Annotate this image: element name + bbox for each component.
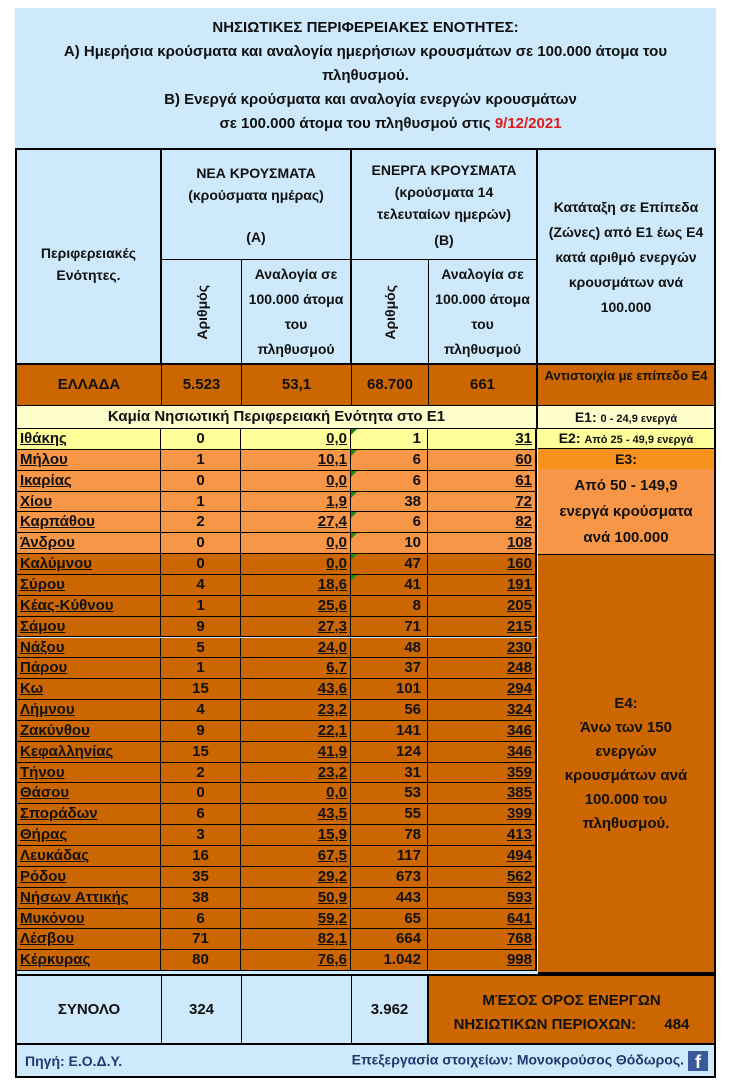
- row-new-ratio: 0,0: [241, 533, 351, 554]
- row-new-cases: 0: [161, 783, 241, 804]
- row-name: Πάρου: [17, 658, 161, 679]
- table-row: [17, 950, 537, 971]
- total-average-label-2: ΝΗΣΙΩΤΙΚΩΝ ΠΕΡΙΟΧΩΝ:: [453, 1016, 637, 1033]
- header-active-ratio-label: Αναλογία σε 100.000 άτομα του πληθυσμού: [435, 266, 530, 357]
- header-region: [17, 150, 162, 364]
- row-name: Κέρκυρας: [17, 950, 161, 971]
- row-new-cases: 4: [161, 700, 241, 721]
- row-active-ratio: 768: [428, 929, 537, 950]
- table-row: [17, 450, 537, 471]
- row-new-cases: 1: [161, 450, 241, 471]
- row-new-ratio: 67,5: [241, 846, 351, 867]
- row-new-ratio: 24,0: [241, 638, 351, 659]
- table-row: [17, 617, 537, 638]
- row-new-ratio: 23,2: [241, 763, 351, 784]
- table-row: [17, 492, 537, 513]
- row-name: Λευκάδας: [17, 846, 161, 867]
- row-active-ratio: 359: [428, 763, 537, 784]
- header-active-ratio: [429, 260, 538, 364]
- row-name: Μυκόνου: [17, 909, 161, 930]
- row-active-ratio: 60: [428, 450, 537, 471]
- row-active-ratio: 998: [428, 950, 537, 971]
- row-active-ratio: 399: [428, 804, 537, 825]
- header-region-label: Περιφερειακές Ενότητες.: [40, 245, 137, 283]
- row-new-cases: 35: [161, 867, 241, 888]
- row-new-ratio: 43,6: [241, 679, 351, 700]
- row-active-ratio: 324: [428, 700, 537, 721]
- row-active-cases: 38: [351, 492, 428, 513]
- row-active-cases: 101: [351, 679, 428, 700]
- row-new-cases: 0: [161, 533, 241, 554]
- row-new-ratio: 22,1: [241, 721, 351, 742]
- row-active-ratio: 346: [428, 742, 537, 763]
- row-active-ratio: 248: [428, 658, 537, 679]
- row-active-cases: 31: [351, 763, 428, 784]
- table-row: [17, 575, 537, 596]
- total-label: ΣΥΝΟΛΟ: [17, 976, 162, 1043]
- row-active-cases: 443: [351, 888, 428, 909]
- table-row: [17, 512, 537, 533]
- header-active-number: [352, 260, 429, 364]
- table-row: [17, 679, 537, 700]
- row-active-ratio: 191: [428, 575, 537, 596]
- header-new-cases: [162, 150, 352, 260]
- row-name: Χίου: [17, 492, 161, 513]
- row-active-ratio: 160: [428, 554, 537, 575]
- greece-note: Αντιστοιχία με επίπεδο Ε4: [544, 368, 708, 383]
- row-name: Κεφαλληνίας: [17, 742, 161, 763]
- table-row: [17, 554, 537, 575]
- row-new-ratio: 0,0: [241, 554, 351, 575]
- row-active-ratio: 205: [428, 596, 537, 617]
- table-row: [17, 804, 537, 825]
- zone-e3-label: Ε3:: [538, 449, 714, 469]
- title-date: 9/12/2021: [494, 115, 562, 132]
- row-new-ratio: 76,6: [241, 950, 351, 971]
- header-active-number-label: Αριθμός: [382, 284, 398, 340]
- row-name: Θάσου: [17, 783, 161, 804]
- row-active-ratio: 413: [428, 825, 537, 846]
- row-active-cases: 55: [351, 804, 428, 825]
- row-new-cases: 0: [161, 554, 241, 575]
- header-active-cases-tag: (Β): [434, 231, 454, 248]
- header-new-number: [162, 260, 242, 364]
- row-new-cases: 1: [161, 658, 241, 679]
- header-new-ratio: [242, 260, 352, 364]
- total-average-line-2: [429, 1013, 714, 1037]
- row-active-cases: 10: [351, 533, 428, 554]
- row-new-cases: 0: [161, 471, 241, 492]
- row-name: Ρόδου: [17, 867, 161, 888]
- table-row: [17, 533, 537, 554]
- row-new-ratio: 59,2: [241, 909, 351, 930]
- row-active-ratio: 494: [428, 846, 537, 867]
- row-new-ratio: 0,0: [241, 471, 351, 492]
- header-ranking-label: Κατάταξη σε Επίπεδα (Ζώνες) από Ε1 έως Ε4 κατά αριθμό ενεργών κρουσμάτων ανά 100.000: [548, 198, 704, 315]
- table-row: [17, 471, 537, 492]
- row-name: Σύρου: [17, 575, 161, 596]
- row-name: Θήρας: [17, 825, 161, 846]
- row-active-ratio: 108: [428, 533, 537, 554]
- row-name: Νάξου: [17, 638, 161, 659]
- zone-e2: [538, 429, 714, 449]
- greece-new-ratio: 53,1: [242, 365, 352, 405]
- e1-banner-text: Καμία Νησιωτική Περιφερειακή Ενότητα στο Ε1: [107, 408, 446, 425]
- total-average: [429, 976, 714, 1043]
- row-active-ratio: 82: [428, 512, 537, 533]
- row-new-ratio: 27,3: [241, 617, 351, 638]
- row-active-cases: 6: [351, 512, 428, 533]
- row-new-ratio: 41,9: [241, 742, 351, 763]
- row-new-cases: 71: [161, 929, 241, 950]
- zone-e1: [538, 406, 714, 429]
- row-new-ratio: 15,9: [241, 825, 351, 846]
- footer-credit: Επεξεργασία στοιχείων: Μονοκρούσος Θόδωρος.: [351, 1051, 684, 1068]
- total-active: 3.962: [352, 976, 429, 1043]
- row-active-cases: 78: [351, 825, 428, 846]
- table-row: [17, 596, 537, 617]
- row-active-cases: 47: [351, 554, 428, 575]
- row-new-cases: 6: [161, 804, 241, 825]
- zone-e4-label: Ε4:: [614, 694, 638, 712]
- row-name: Ζακύνθου: [17, 721, 161, 742]
- row-active-ratio: 641: [428, 909, 537, 930]
- table-row: [17, 429, 537, 450]
- row-active-cases: 71: [351, 617, 428, 638]
- row-new-cases: 9: [161, 617, 241, 638]
- row-new-cases: 15: [161, 679, 241, 700]
- row-new-ratio: 1,9: [241, 492, 351, 513]
- row-active-cases: 65: [351, 909, 428, 930]
- row-active-cases: 8: [351, 596, 428, 617]
- zone-e1-text: 0 - 24,9 ενεργά: [600, 413, 678, 425]
- e1-banner: [17, 406, 538, 429]
- row-new-ratio: 18,6: [241, 575, 351, 596]
- row-new-ratio: 25,6: [241, 596, 351, 617]
- zone-e2-label: Ε2:: [558, 430, 581, 446]
- row-active-cases: 53: [351, 783, 428, 804]
- table-row: [17, 929, 537, 950]
- greece-active-ratio: 661: [429, 365, 538, 405]
- row-name: Μήλου: [17, 450, 161, 471]
- total-average-label-1: ΜΈΣΟΣ ΟΡΟΣ ΕΝΕΡΓΩΝ: [482, 992, 661, 1009]
- row-name: Λέσβου: [17, 929, 161, 950]
- header-new-ratio-label: Αναλογία σε 100.000 άτομα του πληθυσμού: [248, 266, 344, 357]
- greece-name: ΕΛΛΑΔΑ: [17, 365, 162, 405]
- row-active-cases: 141: [351, 721, 428, 742]
- row-new-ratio: 23,2: [241, 700, 351, 721]
- row-name: Τήνου: [17, 763, 161, 784]
- row-active-ratio: 294: [428, 679, 537, 700]
- row-name: Σάμου: [17, 617, 161, 638]
- row-active-cases: 117: [351, 846, 428, 867]
- row-active-cases: 37: [351, 658, 428, 679]
- row-name: Κω: [17, 679, 161, 700]
- header-new-cases-title: ΝΕΑ ΚΡΟΥΣΜΑΤΑ: [196, 164, 316, 181]
- table-row: [17, 638, 537, 659]
- row-new-cases: 4: [161, 575, 241, 596]
- row-new-cases: 16: [161, 846, 241, 867]
- row-active-cases: 1.042: [351, 950, 428, 971]
- row-name: Ικαρίας: [17, 471, 161, 492]
- row-active-ratio: 385: [428, 783, 537, 804]
- table-row: [17, 742, 537, 763]
- row-new-cases: 1: [161, 596, 241, 617]
- row-new-cases: 6: [161, 909, 241, 930]
- total-new: 324: [162, 976, 242, 1043]
- footer-source: Πηγή: Ε.Ο.Δ.Υ.: [25, 1052, 123, 1069]
- row-new-cases: 0: [161, 429, 241, 450]
- total-row: [17, 974, 714, 1045]
- greece-active: 68.700: [352, 365, 429, 405]
- row-active-cases: 124: [351, 742, 428, 763]
- table-row: [17, 825, 537, 846]
- zone-e2-text: Από 25 - 49,9 ενεργά: [584, 434, 694, 446]
- title-line-2: Α) Ημερήσια κρούσματα και αναλογία ημερήσιων κρουσμάτων σε 100.000 άτομα του πληθυσμού.: [63, 43, 668, 84]
- row-active-ratio: 215: [428, 617, 537, 638]
- row-new-ratio: 0,0: [241, 429, 351, 450]
- zone-e3: [538, 449, 714, 555]
- header-active-cases: [352, 150, 538, 260]
- table-row: [17, 721, 537, 742]
- row-new-ratio: 50,9: [241, 888, 351, 909]
- greece-row: [17, 365, 714, 406]
- row-name: Λήμνου: [17, 700, 161, 721]
- title-line-4-text: σε 100.000 άτομα του πληθυσμού στις: [219, 115, 491, 132]
- row-new-ratio: 29,2: [241, 867, 351, 888]
- zone-e4-text: Άνω των 150 ενεργών κρουσμάτων ανά 100.000 του πληθυσμού.: [564, 718, 688, 832]
- greece-new: 5.523: [162, 365, 242, 405]
- row-name: Σποράδων: [17, 804, 161, 825]
- title-line-1: ΝΗΣΙΩΤΙΚΕΣ ΠΕΡΙΦΕΡΕΙΑΚΕΣ ΕΝΟΤΗΤΕΣ:: [212, 19, 519, 36]
- row-active-cases: 56: [351, 700, 428, 721]
- footer: [17, 1045, 714, 1076]
- header-new-number-label: Αριθμός: [193, 284, 210, 340]
- row-active-ratio: 31: [428, 429, 537, 450]
- row-active-ratio: 61: [428, 471, 537, 492]
- row-name: Ιθάκης: [17, 429, 161, 450]
- row-new-cases: 9: [161, 721, 241, 742]
- footer-credit-wrap: [352, 1051, 708, 1071]
- header-new-cases-tag: (Α): [246, 228, 266, 245]
- total-new-ratio: [242, 976, 352, 1043]
- table-row: [17, 700, 537, 721]
- row-new-cases: 3: [161, 825, 241, 846]
- row-new-cases: 5: [161, 638, 241, 659]
- row-new-ratio: 27,4: [241, 512, 351, 533]
- row-new-cases: 2: [161, 512, 241, 533]
- table-row: [17, 846, 537, 867]
- facebook-icon[interactable]: f: [688, 1051, 708, 1071]
- row-active-cases: 1: [351, 429, 428, 450]
- table-row: [17, 783, 537, 804]
- row-new-ratio: 6,7: [241, 658, 351, 679]
- header-ranking: [538, 150, 714, 364]
- total-average-value: 484: [664, 1016, 690, 1033]
- table-row: [17, 909, 537, 930]
- row-active-ratio: 593: [428, 888, 537, 909]
- row-active-ratio: 346: [428, 721, 537, 742]
- table-row: [17, 867, 537, 888]
- row-active-cases: 664: [351, 929, 428, 950]
- row-new-cases: 2: [161, 763, 241, 784]
- title-block: [15, 8, 716, 150]
- row-name: Νήσων Αττικής: [17, 888, 161, 909]
- row-new-ratio: 43,5: [241, 804, 351, 825]
- row-new-cases: 80: [161, 950, 241, 971]
- row-active-cases: 6: [351, 450, 428, 471]
- row-active-cases: 41: [351, 575, 428, 596]
- row-active-ratio: 562: [428, 867, 537, 888]
- title-line-3: Β) Ενεργά κρούσματα και αναλογία ενεργών κρουσμάτων: [164, 91, 577, 108]
- zone-e4: [538, 555, 714, 974]
- row-active-cases: 673: [351, 867, 428, 888]
- row-new-ratio: 82,1: [241, 929, 351, 950]
- row-name: Άνδρου: [17, 533, 161, 554]
- zone-e3-text: Από 50 - 149,9 ενεργά κρούσματα ανά 100.000: [559, 477, 693, 546]
- row-new-cases: 38: [161, 888, 241, 909]
- header-active-cases-title: ΕΝΕΡΓΑ ΚΡΟΥΣΜΑΤΑ: [371, 161, 517, 178]
- row-active-cases: 6: [351, 471, 428, 492]
- row-new-ratio: 0,0: [241, 783, 351, 804]
- row-new-cases: 15: [161, 742, 241, 763]
- header-new-cases-sub: (κρούσματα ημέρας): [188, 186, 324, 203]
- row-new-ratio: 10,1: [241, 450, 351, 471]
- row-name: Καρπάθου: [17, 512, 161, 533]
- row-active-ratio: 72: [428, 492, 537, 513]
- row-active-ratio: 230: [428, 638, 537, 659]
- table-row: [17, 888, 537, 909]
- title-line-4: [15, 112, 716, 136]
- row-name: Καλύμνου: [17, 554, 161, 575]
- zone-e1-label: Ε1:: [574, 409, 597, 425]
- header-active-cases-sub: (κρούσματα 14 τελευταίων ημερών): [376, 183, 512, 222]
- table-row: [17, 763, 537, 784]
- table-row: [17, 658, 537, 679]
- row-new-cases: 1: [161, 492, 241, 513]
- row-active-cases: 48: [351, 638, 428, 659]
- row-name: Κέας-Κύθνου: [17, 596, 161, 617]
